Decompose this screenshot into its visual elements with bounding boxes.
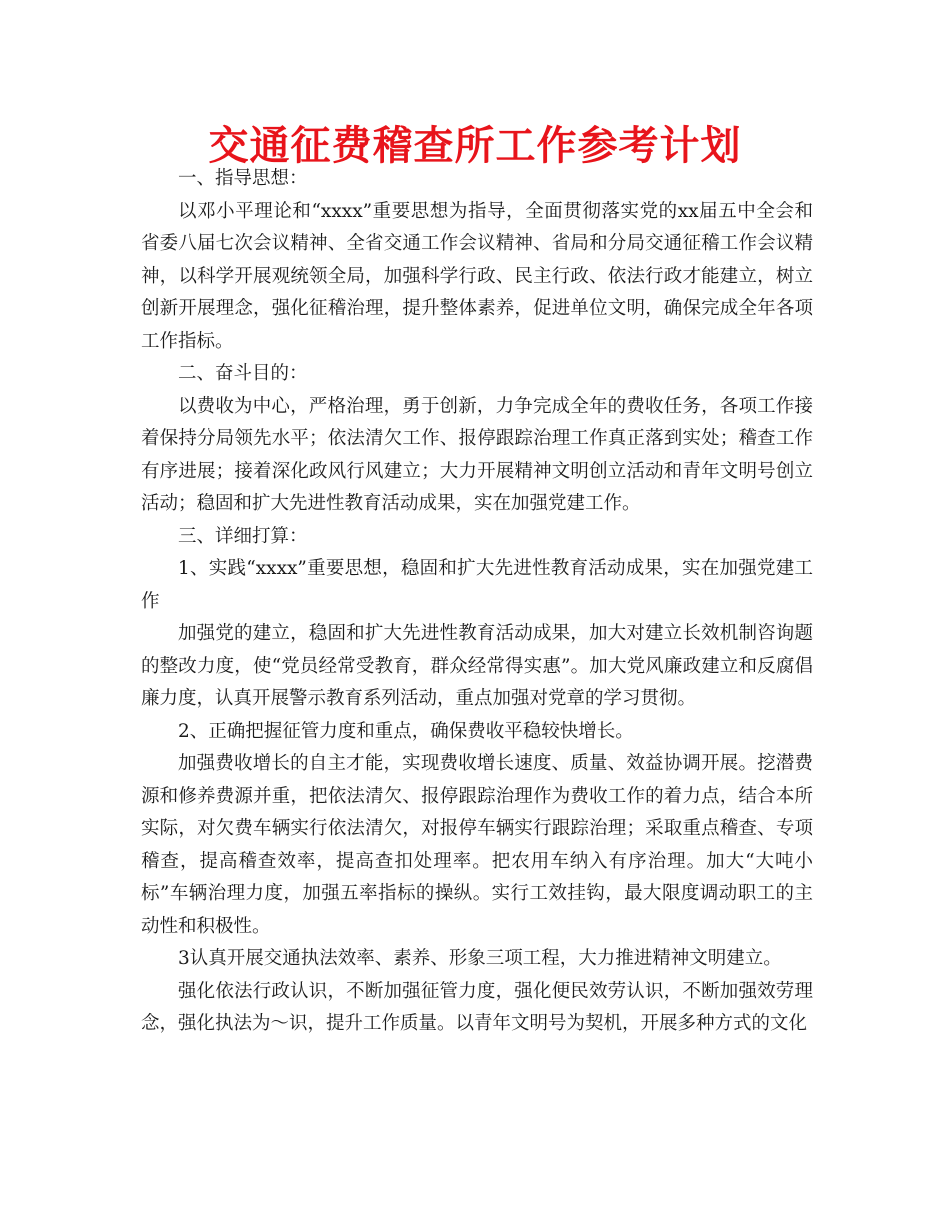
document-body — [141, 163, 813, 1041]
plan-item-2-heading: 2、正确把握征管力度和重点，确保费收平稳较快增长。 — [178, 720, 634, 742]
section-heading-guiding-thought: 一、指导思想： — [178, 168, 308, 189]
plan-item-1-paragraph: 加强党的建立，稳固和扩大先进性教育活动成果，加大对建立长效机制咨询题的整改力度，使“党员经常受教育，群众经常得实惠”。加大党风廉政建立和反腐倡廉力度，认真开展警示教育系列活动，重点加强对党章的学习贯彻。 — [141, 623, 813, 709]
plan-item-2-paragraph: 加强费收增长的自主才能，实现费收增长速度、质量、效益协调开展。挖潜费源和修养费源并重，把依法清欠、报停跟踪治理作为费收工作的着力点，结合本所实际，对欠费车辆实行依法清欠，对报停车辆实行跟踪治理；采取重点稽查、专项稽查，提高稽查效率，提高查扣处理率。把农用车纳入有序治理。加大“大吨小标”车辆治理力度，加强五率指标的操纵。实行工效挂钩，最大限度调动职工的主动性和积极性。 — [141, 753, 813, 937]
plan-item-1-heading: 1、实践“xxxx”重要思想，稳固和扩大先进性教育活动成果，实在加强党建工作 — [141, 558, 813, 612]
plan-item-3-heading: 3认真开展交通执法效率、素养、形象三项工程，大力推进精神文明建立。 — [178, 948, 782, 969]
plan-item-3-paragraph: 强化依法行政认识，不断加强征管力度，强化便民效劳认识，不断加强效劳理念，强化执法为～识，提升工作质量。以青年文明号为契机，开展多种方式的文化 — [141, 980, 813, 1034]
paragraph-goals: 以费收为中心，严格治理，勇于创新，力争完成全年的费收任务，各项工作接着保持分局领先水平；依法清欠工作、报停跟踪治理工作真正落到实处；稽查工作有序进展；接着深化政风行风建立；大力开展精神文明创立活动和青年文明号创立活动；稳固和扩大先进性教育活动成果，实在加强党建工作。 — [141, 395, 813, 514]
section-heading-goals: 二、奋斗目的： — [178, 363, 308, 384]
paragraph-guiding-thought: 以邓小平理论和“xxxx”重要思想为指导，全面贯彻落实党的xx届五中全会和省委八届七次会议精神、全省交通工作会议精神、省局和分局交通征稽工作会议精神，以科学开展观统领全局，加强科学行政、民主行政、依法行政才能建立，树立创新开展理念，强化征稽治理，提升整体素养，促进单位文明，确保完成全年各项工作指标。 — [141, 200, 813, 352]
section-heading-detailed-plan: 三、详细打算： — [178, 525, 308, 547]
document-title: 交通征费稽查所工作参考计划 — [208, 123, 742, 169]
